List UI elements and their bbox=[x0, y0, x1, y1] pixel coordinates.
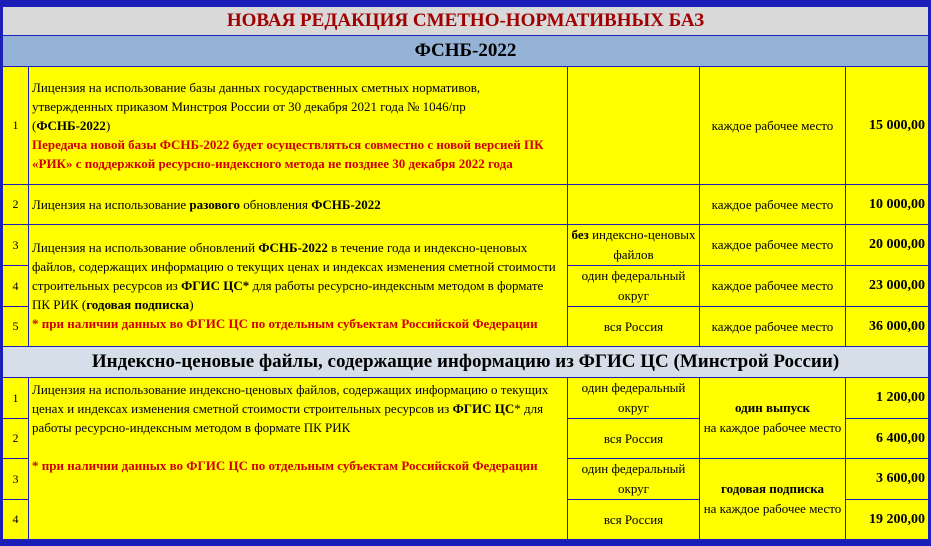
row-description: Лицензия на использование обновлений ФСНБ-2022 в течение года и индексно-ценовых файлов, содержащих информацию о текущих ценах и индексах изменения сметной стоимости строительных ресурсов из ФГИС ЦС* для работы ресурсно-индексным методом в формате ПК РИК (годовая подписка) * при наличии данных во ФГИС ЦС по отдельным субъектам Российской Федерации bbox=[29, 225, 568, 347]
row-number: 4 bbox=[3, 266, 29, 307]
scope-cell: без индексно-ценовых файлов bbox=[568, 225, 700, 266]
price-cell: 1 200,00 bbox=[846, 378, 929, 419]
unit-cell: каждое рабочее место bbox=[700, 307, 846, 347]
price-cell: 19 200,00 bbox=[846, 500, 929, 540]
scope-cell: вся Россия bbox=[568, 500, 700, 540]
row-number: 4 bbox=[3, 500, 29, 540]
table-row bbox=[3, 225, 929, 266]
price-cell: 10 000,00 bbox=[846, 185, 929, 225]
row-note: * при наличии данных во ФГИС ЦС по отдельным субъектам Российской Федерации bbox=[32, 316, 538, 331]
price-cell: 3 600,00 bbox=[846, 459, 929, 500]
row-number: 5 bbox=[3, 307, 29, 347]
scope-cell: один федеральный округ bbox=[568, 266, 700, 307]
row-number: 3 bbox=[3, 459, 29, 500]
row-number: 2 bbox=[3, 185, 29, 225]
table-row bbox=[3, 185, 929, 225]
row-number: 1 bbox=[3, 378, 29, 419]
section-header-fsnb: ФСНБ-2022 bbox=[3, 36, 929, 67]
row-number: 1 bbox=[3, 67, 29, 185]
row-number: 3 bbox=[3, 225, 29, 266]
table-row bbox=[3, 67, 929, 185]
unit-cell-annual: годовая подписка на каждое рабочее место bbox=[700, 459, 846, 540]
row-number: 2 bbox=[3, 419, 29, 459]
row-note: * при наличии данных во ФГИС ЦС по отдельным субъектам Российской Федерации bbox=[32, 458, 538, 473]
row-description: Лицензия на использование индексно-ценовых файлов, содержащих информацию о текущих ценах и индексах изменения сметной стоимости строительных ресурсов из ФГИС ЦС* для работы ресурсно-индексным методом в формате ПК РИК * при наличии данных во ФГИС ЦС по отдельным субъектам Российской Федерации bbox=[29, 378, 568, 540]
row-description: Лицензия на использование разового обновления ФСНБ-2022 bbox=[29, 185, 568, 225]
price-cell: 23 000,00 bbox=[846, 266, 929, 307]
price-cell: 6 400,00 bbox=[846, 419, 929, 459]
scope-cell: вся Россия bbox=[568, 307, 700, 347]
unit-cell: каждое рабочее место bbox=[700, 67, 846, 185]
scope-cell-empty bbox=[568, 185, 700, 225]
scope-cell: один федеральный округ bbox=[568, 459, 700, 500]
unit-cell: каждое рабочее место bbox=[700, 225, 846, 266]
scope-cell: вся Россия bbox=[568, 419, 700, 459]
price-cell: 36 000,00 bbox=[846, 307, 929, 347]
page-title: НОВАЯ РЕДАКЦИЯ СМЕТНО-НОРМАТИВНЫХ БАЗ bbox=[3, 7, 929, 36]
unit-cell: каждое рабочее место bbox=[700, 185, 846, 225]
section-header-index-files: Индексно-ценовые файлы, содержащие информацию из ФГИС ЦС (Минстрой России) bbox=[3, 347, 929, 378]
scope-cell-empty bbox=[568, 67, 700, 185]
price-cell: 15 000,00 bbox=[846, 67, 929, 185]
scope-cell: один федеральный округ bbox=[568, 378, 700, 419]
price-table bbox=[2, 6, 929, 540]
unit-cell-single: один выпуск на каждое рабочее место bbox=[700, 378, 846, 459]
price-cell: 20 000,00 bbox=[846, 225, 929, 266]
table-row bbox=[3, 378, 929, 419]
row-note: Передача новой базы ФСНБ-2022 будет осуществляться совместно с новой версией ПК «РИК» с поддержкой ресурсно-индексного метода не позднее 30 декабря 2022 года bbox=[32, 137, 544, 171]
unit-cell: каждое рабочее место bbox=[700, 266, 846, 307]
row-description: Лицензия на использование базы данных государственных сметных нормативов, утвержденных приказом Минстроя России от 30 декабря 2021 года № 1046/пр (ФСНБ-2022) Передача новой базы ФСНБ-2022 будет осуществляться совместно с новой версией ПК «РИК» с поддержкой ресурсно-индексного метода не позднее 30 декабря 2022 года bbox=[29, 67, 568, 185]
